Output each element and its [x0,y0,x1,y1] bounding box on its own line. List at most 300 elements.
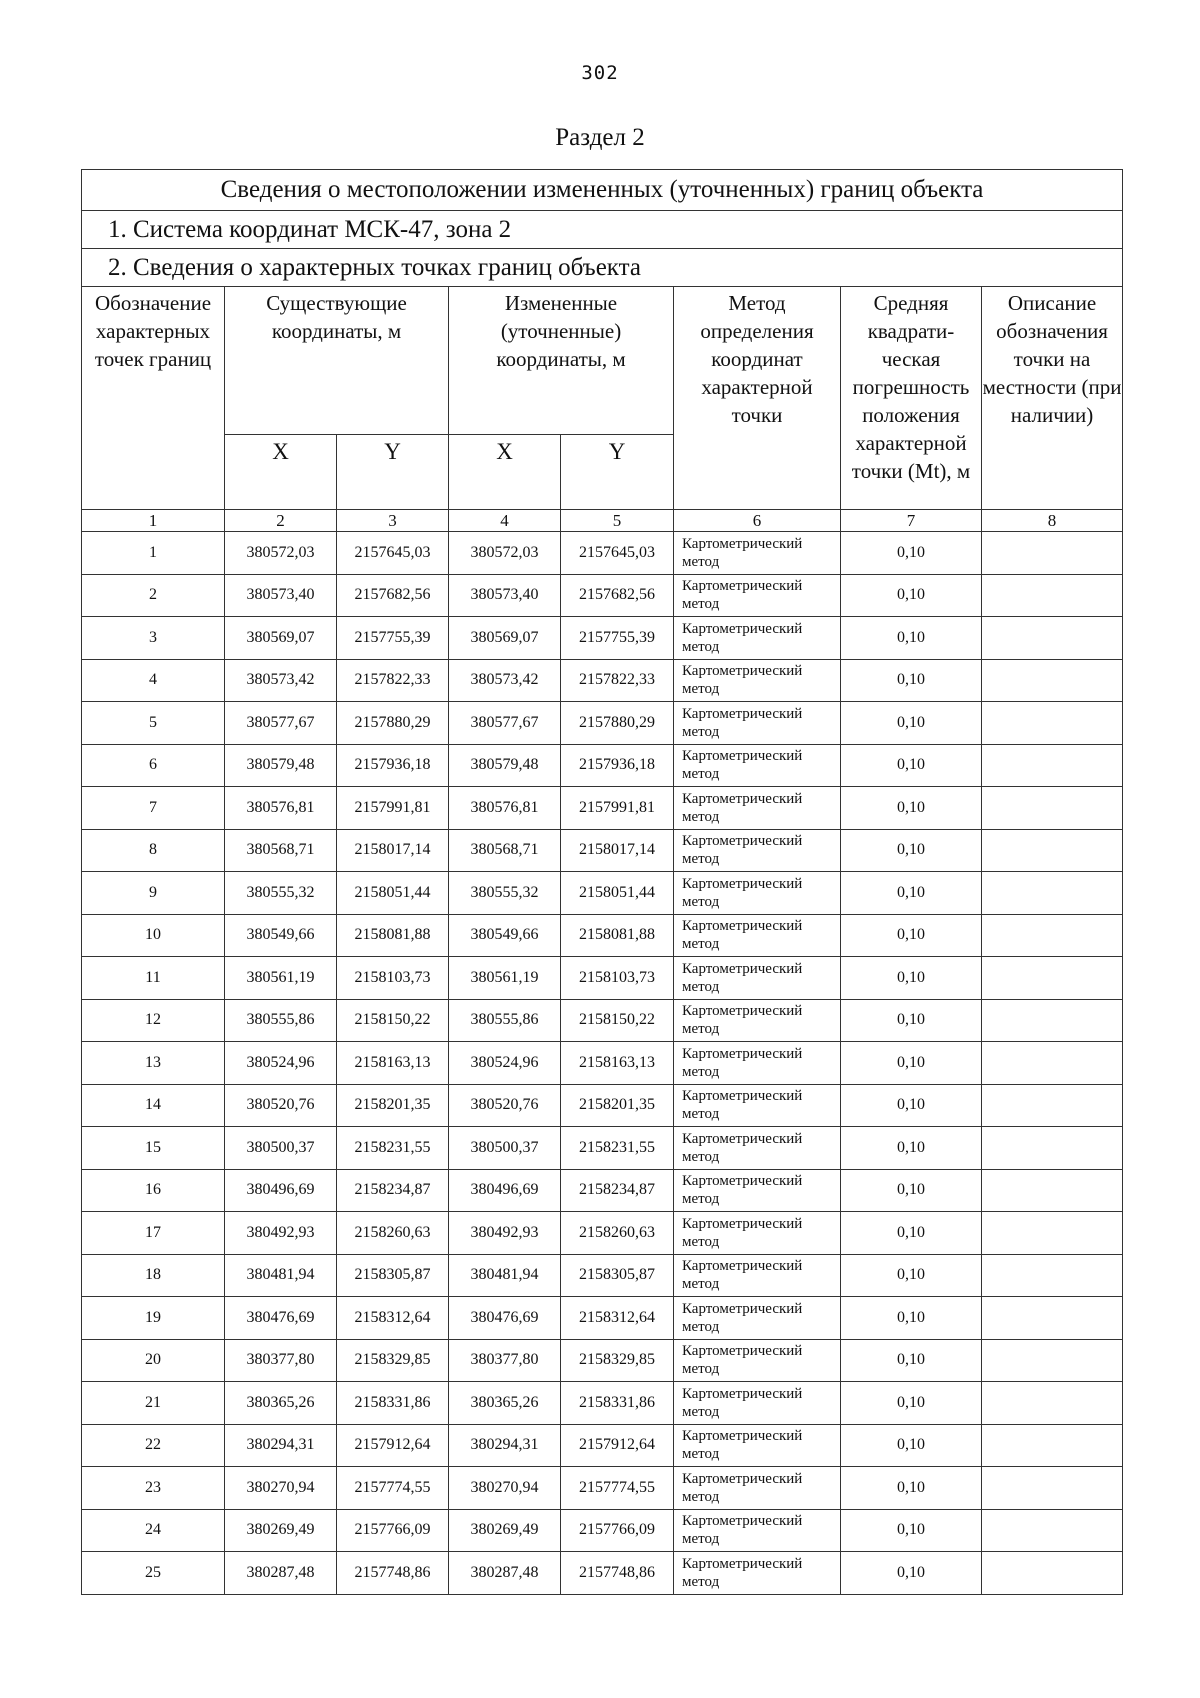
existing-x-cell: 380496,69 [225,1169,337,1212]
rms-error-cell: 0,10 [841,787,982,830]
changed-y-cell: 2158103,73 [561,957,674,1000]
existing-x-cell: 380287,48 [225,1552,337,1595]
existing-y-cell: 2158260,63 [337,1212,449,1255]
point-number-cell: 18 [82,1254,225,1297]
method-line-1: Картометрический [682,748,803,765]
column-number: 3 [337,510,449,532]
changed-y-cell: 2157645,03 [561,532,674,575]
method-line-2: метод [682,1276,720,1293]
changed-y-cell: 2157822,33 [561,659,674,702]
method-line-1: Картометрический [682,1258,803,1275]
existing-x-cell: 380577,67 [225,702,337,745]
method-cell [674,574,841,617]
method-line-1: Картометрический [682,1555,803,1572]
changed-x-cell: 380377,80 [449,1339,561,1382]
changed-y-cell: 2158331,86 [561,1382,674,1425]
method-cell [674,957,841,1000]
existing-y-cell: 2157936,18 [337,744,449,787]
changed-y-cell: 2157912,64 [561,1424,674,1467]
description-cell [982,1169,1123,1212]
method-line-2: метод [682,596,720,613]
column-number: 2 [225,510,337,532]
method-cell [674,1254,841,1297]
method-cell [674,1042,841,1085]
existing-y-cell: 2158081,88 [337,914,449,957]
page-number: 302 [581,62,619,84]
changed-x-cell: 380500,37 [449,1127,561,1170]
description-cell [982,1297,1123,1340]
point-number-cell: 12 [82,999,225,1042]
method-line-1: Картометрический [682,705,803,722]
existing-x-cell: 380555,32 [225,872,337,915]
point-number-cell: 2 [82,574,225,617]
table-row [82,744,1123,787]
table-row [82,1339,1123,1382]
existing-y-cell: 2158017,14 [337,829,449,872]
point-number-cell: 22 [82,1424,225,1467]
existing-x-cell: 380520,76 [225,1084,337,1127]
table-row [82,787,1123,830]
existing-x-cell: 380572,03 [225,532,337,575]
changed-x-cell: 380270,94 [449,1467,561,1510]
method-line-2: метод [682,1191,720,1208]
method-line-1: Картометрический [682,1300,803,1317]
changed-y-cell: 2158163,13 [561,1042,674,1085]
changed-y-cell: 2158260,63 [561,1212,674,1255]
existing-x-cell: 380377,80 [225,1339,337,1382]
point-number-cell: 5 [82,702,225,745]
method-line-1: Картометрический [682,578,803,595]
changed-x-cell: 380569,07 [449,617,561,660]
point-number-cell: 17 [82,1212,225,1255]
existing-x-cell: 380365,26 [225,1382,337,1425]
existing-y-cell: 2157755,39 [337,617,449,660]
method-line-1: Картометрический [682,620,803,637]
column-number: 7 [841,510,982,532]
method-line-1: Картометрический [682,1130,803,1147]
method-line-1: Картометрический [682,918,803,935]
method-line-1: Картометрический [682,875,803,892]
method-cell [674,829,841,872]
method-line-1: Картометрический [682,1343,803,1360]
point-number-cell: 8 [82,829,225,872]
description-cell [982,1212,1123,1255]
description-cell [982,1339,1123,1382]
rms-error-cell: 0,10 [841,1042,982,1085]
rms-error-cell: 0,10 [841,1127,982,1170]
description-cell [982,1424,1123,1467]
description-cell [982,532,1123,575]
description-cell [982,744,1123,787]
changed-x-cell: 380294,31 [449,1424,561,1467]
existing-y-cell: 2158051,44 [337,872,449,915]
table-row [82,872,1123,915]
table-row [82,957,1123,1000]
changed-y-cell: 2157991,81 [561,787,674,830]
rms-error-cell: 0,10 [841,702,982,745]
method-cell [674,659,841,702]
existing-x-cell: 380576,81 [225,787,337,830]
point-number-cell: 6 [82,744,225,787]
description-cell [982,1127,1123,1170]
changed-x-cell: 380524,96 [449,1042,561,1085]
point-number-cell: 14 [82,1084,225,1127]
method-line-1: Картометрический [682,1470,803,1487]
method-line-1: Картометрический [682,1045,803,1062]
method-line-2: метод [682,1573,720,1590]
description-cell [982,1254,1123,1297]
table-row [82,1084,1123,1127]
description-cell [982,1042,1123,1085]
header-method: Метод определения координат характерной точки [674,287,841,510]
point-number-cell: 11 [82,957,225,1000]
changed-y-cell: 2157774,55 [561,1467,674,1510]
point-number-cell: 9 [82,872,225,915]
point-number-cell: 25 [82,1552,225,1595]
method-line-2: метод [682,1446,720,1463]
header-changed-x: X [449,435,561,510]
changed-x-cell: 380579,48 [449,744,561,787]
table-row [82,659,1123,702]
existing-y-cell: 2157682,56 [337,574,449,617]
existing-y-cell: 2158234,87 [337,1169,449,1212]
method-line-2: метод [682,808,720,825]
method-line-1: Картометрический [682,1003,803,1020]
method-cell [674,617,841,660]
existing-y-cell: 2158150,22 [337,999,449,1042]
method-line-2: метод [682,1021,720,1038]
point-number-cell: 20 [82,1339,225,1382]
existing-x-cell: 380573,40 [225,574,337,617]
description-cell [982,829,1123,872]
rms-error-cell: 0,10 [841,1467,982,1510]
method-cell [674,1127,841,1170]
method-cell [674,1509,841,1552]
method-cell [674,532,841,575]
existing-x-cell: 380555,86 [225,999,337,1042]
changed-x-cell: 380576,81 [449,787,561,830]
header-existing-y: Y [337,435,449,510]
method-cell [674,1212,841,1255]
description-cell [982,1509,1123,1552]
rms-error-cell: 0,10 [841,1382,982,1425]
existing-y-cell: 2158201,35 [337,1084,449,1127]
table-row [82,1424,1123,1467]
existing-y-cell: 2158231,55 [337,1127,449,1170]
method-line-2: метод [682,1063,720,1080]
rms-error-cell: 0,10 [841,999,982,1042]
changed-x-cell: 380549,66 [449,914,561,957]
rms-error-cell: 0,10 [841,1254,982,1297]
method-line-2: метод [682,1233,720,1250]
changed-y-cell: 2158150,22 [561,999,674,1042]
rms-error-cell: 0,10 [841,532,982,575]
header-existing-x: X [225,435,337,510]
changed-x-cell: 380568,71 [449,829,561,872]
method-line-1: Картометрический [682,1215,803,1232]
method-line-1: Картометрический [682,1088,803,1105]
existing-y-cell: 2157774,55 [337,1467,449,1510]
rms-error-cell: 0,10 [841,617,982,660]
method-line-1: Картометрический [682,1513,803,1530]
existing-x-cell: 380481,94 [225,1254,337,1297]
changed-x-cell: 380572,03 [449,532,561,575]
rms-error-cell: 0,10 [841,872,982,915]
changed-y-cell: 2158051,44 [561,872,674,915]
method-cell [674,1552,841,1595]
rms-error-cell: 0,10 [841,574,982,617]
method-line-2: метод [682,1148,720,1165]
existing-x-cell: 380524,96 [225,1042,337,1085]
changed-x-cell: 380573,40 [449,574,561,617]
rms-error-cell: 0,10 [841,914,982,957]
changed-y-cell: 2157755,39 [561,617,674,660]
existing-y-cell: 2158331,86 [337,1382,449,1425]
point-number-cell: 15 [82,1127,225,1170]
method-line-2: метод [682,851,720,868]
table-row [82,532,1123,575]
method-cell [674,787,841,830]
column-number: 4 [449,510,561,532]
changed-y-cell: 2158201,35 [561,1084,674,1127]
changed-x-cell: 380573,42 [449,659,561,702]
rms-error-cell: 0,10 [841,1212,982,1255]
header-point-designation: Обозначение характерных точек границ [82,287,225,510]
existing-x-cell: 380549,66 [225,914,337,957]
header-changed-y: Y [561,435,674,510]
header-changed-coords: Измененные (уточненные) координаты, м [449,287,674,435]
method-line-2: метод [682,1106,720,1123]
existing-x-cell: 380500,37 [225,1127,337,1170]
point-number-cell: 3 [82,617,225,660]
point-number-cell: 16 [82,1169,225,1212]
existing-y-cell: 2157645,03 [337,532,449,575]
existing-x-cell: 380269,49 [225,1509,337,1552]
table-row [82,829,1123,872]
method-cell [674,1297,841,1340]
existing-y-cell: 2157912,64 [337,1424,449,1467]
description-cell [982,872,1123,915]
method-cell [674,1424,841,1467]
existing-y-cell: 2157880,29 [337,702,449,745]
changed-x-cell: 380577,67 [449,702,561,745]
point-number-cell: 13 [82,1042,225,1085]
method-line-2: метод [682,638,720,655]
method-line-2: метод [682,1488,720,1505]
method-cell [674,702,841,745]
column-number: 1 [82,510,225,532]
method-line-1: Картометрический [682,1173,803,1190]
method-cell [674,1169,841,1212]
existing-x-cell: 380270,94 [225,1467,337,1510]
changed-y-cell: 2158329,85 [561,1339,674,1382]
existing-y-cell: 2157822,33 [337,659,449,702]
description-cell [982,574,1123,617]
method-cell [674,1467,841,1510]
column-number: 6 [674,510,841,532]
description-cell [982,1382,1123,1425]
point-number-cell: 7 [82,787,225,830]
table-row [82,1212,1123,1255]
changed-y-cell: 2157880,29 [561,702,674,745]
table-row [82,1127,1123,1170]
changed-y-cell: 2158017,14 [561,829,674,872]
method-cell [674,1084,841,1127]
rms-error-cell: 0,10 [841,1297,982,1340]
method-cell [674,1339,841,1382]
method-cell [674,744,841,787]
rms-error-cell: 0,10 [841,744,982,787]
method-line-1: Картометрический [682,535,803,552]
method-cell [674,1382,841,1425]
existing-x-cell: 380573,42 [225,659,337,702]
changed-y-cell: 2158312,64 [561,1297,674,1340]
method-cell [674,999,841,1042]
existing-x-cell: 380294,31 [225,1424,337,1467]
method-line-2: метод [682,893,720,910]
header-description: Описание обозначения точки на местности (при наличии) [982,287,1123,510]
rms-error-cell: 0,10 [841,1339,982,1382]
point-number-cell: 4 [82,659,225,702]
changed-x-cell: 380287,48 [449,1552,561,1595]
column-number: 8 [982,510,1123,532]
method-line-2: метод [682,936,720,953]
column-numbers-row [82,510,1123,532]
changed-y-cell: 2157936,18 [561,744,674,787]
rms-error-cell: 0,10 [841,1509,982,1552]
description-cell [982,1467,1123,1510]
changed-y-cell: 2157748,86 [561,1552,674,1595]
header-existing-coords: Существующие координаты, м [225,287,449,435]
description-cell [982,787,1123,830]
description-cell [982,1552,1123,1595]
description-cell [982,914,1123,957]
existing-y-cell: 2157748,86 [337,1552,449,1595]
changed-x-cell: 380365,26 [449,1382,561,1425]
point-number-cell: 1 [82,532,225,575]
method-line-1: Картометрический [682,833,803,850]
method-line-1: Картометрический [682,1428,803,1445]
table-row [82,999,1123,1042]
section-title: Раздел 2 [555,124,645,151]
existing-x-cell: 380492,93 [225,1212,337,1255]
changed-x-cell: 380496,69 [449,1169,561,1212]
changed-x-cell: 380561,19 [449,957,561,1000]
existing-x-cell: 380579,48 [225,744,337,787]
changed-x-cell: 380492,93 [449,1212,561,1255]
changed-x-cell: 380476,69 [449,1297,561,1340]
table-row [82,1467,1123,1510]
method-cell [674,872,841,915]
method-line-1: Картометрический [682,790,803,807]
table-title: Сведения о местоположении измененных (уточненных) границ объекта [82,170,1123,211]
changed-x-cell: 380555,86 [449,999,561,1042]
method-line-2: метод [682,766,720,783]
existing-y-cell: 2158329,85 [337,1339,449,1382]
rms-error-cell: 0,10 [841,1169,982,1212]
existing-y-cell: 2158103,73 [337,957,449,1000]
table-row [82,1509,1123,1552]
rms-error-cell: 0,10 [841,1424,982,1467]
description-cell [982,999,1123,1042]
method-line-1: Картометрический [682,960,803,977]
table-row [82,1042,1123,1085]
description-cell [982,1084,1123,1127]
rms-error-cell: 0,10 [841,1084,982,1127]
changed-y-cell: 2158305,87 [561,1254,674,1297]
point-number-cell: 24 [82,1509,225,1552]
method-line-2: метод [682,1531,720,1548]
description-cell [982,957,1123,1000]
method-line-2: метод [682,1361,720,1378]
method-line-2: метод [682,723,720,740]
table-row [82,1254,1123,1297]
table-row [82,1169,1123,1212]
method-line-2: метод [682,978,720,995]
changed-y-cell: 2158234,87 [561,1169,674,1212]
point-number-cell: 19 [82,1297,225,1340]
changed-x-cell: 380520,76 [449,1084,561,1127]
existing-y-cell: 2158163,13 [337,1042,449,1085]
table-row [82,1552,1123,1595]
changed-x-cell: 380555,32 [449,872,561,915]
boundary-points-table [81,169,1123,1595]
table-row [82,1382,1123,1425]
rms-error-cell: 0,10 [841,957,982,1000]
point-number-cell: 23 [82,1467,225,1510]
existing-x-cell: 380568,71 [225,829,337,872]
table-row [82,702,1123,745]
existing-x-cell: 380476,69 [225,1297,337,1340]
rms-error-cell: 0,10 [841,1552,982,1595]
table-row [82,914,1123,957]
description-cell [982,617,1123,660]
changed-y-cell: 2157766,09 [561,1509,674,1552]
description-cell [982,702,1123,745]
rms-error-cell: 0,10 [841,829,982,872]
table-row [82,617,1123,660]
changed-x-cell: 380481,94 [449,1254,561,1297]
changed-y-cell: 2158231,55 [561,1127,674,1170]
method-line-2: метод [682,1403,720,1420]
method-line-1: Картометрический [682,663,803,680]
existing-x-cell: 380569,07 [225,617,337,660]
point-number-cell: 10 [82,914,225,957]
method-line-2: метод [682,1318,720,1335]
column-number: 5 [561,510,674,532]
header-rms-error: Средняя квадрати- ческая погрешность положения характерной точки (Mt), м [841,287,982,510]
table-row [82,1297,1123,1340]
existing-y-cell: 2157766,09 [337,1509,449,1552]
existing-y-cell: 2157991,81 [337,787,449,830]
method-cell [674,914,841,957]
changed-x-cell: 380269,49 [449,1509,561,1552]
method-line-1: Картометрический [682,1385,803,1402]
existing-y-cell: 2158305,87 [337,1254,449,1297]
point-number-cell: 21 [82,1382,225,1425]
table-row [82,574,1123,617]
points-info-row: 2. Сведения о характерных точках границ объекта [82,249,1123,287]
existing-x-cell: 380561,19 [225,957,337,1000]
method-line-2: метод [682,681,720,698]
method-line-2: метод [682,553,720,570]
changed-y-cell: 2158081,88 [561,914,674,957]
description-cell [982,659,1123,702]
existing-y-cell: 2158312,64 [337,1297,449,1340]
changed-y-cell: 2157682,56 [561,574,674,617]
rms-error-cell: 0,10 [841,659,982,702]
coord-system-row: 1. Система координат МСК-47, зона 2 [82,211,1123,249]
